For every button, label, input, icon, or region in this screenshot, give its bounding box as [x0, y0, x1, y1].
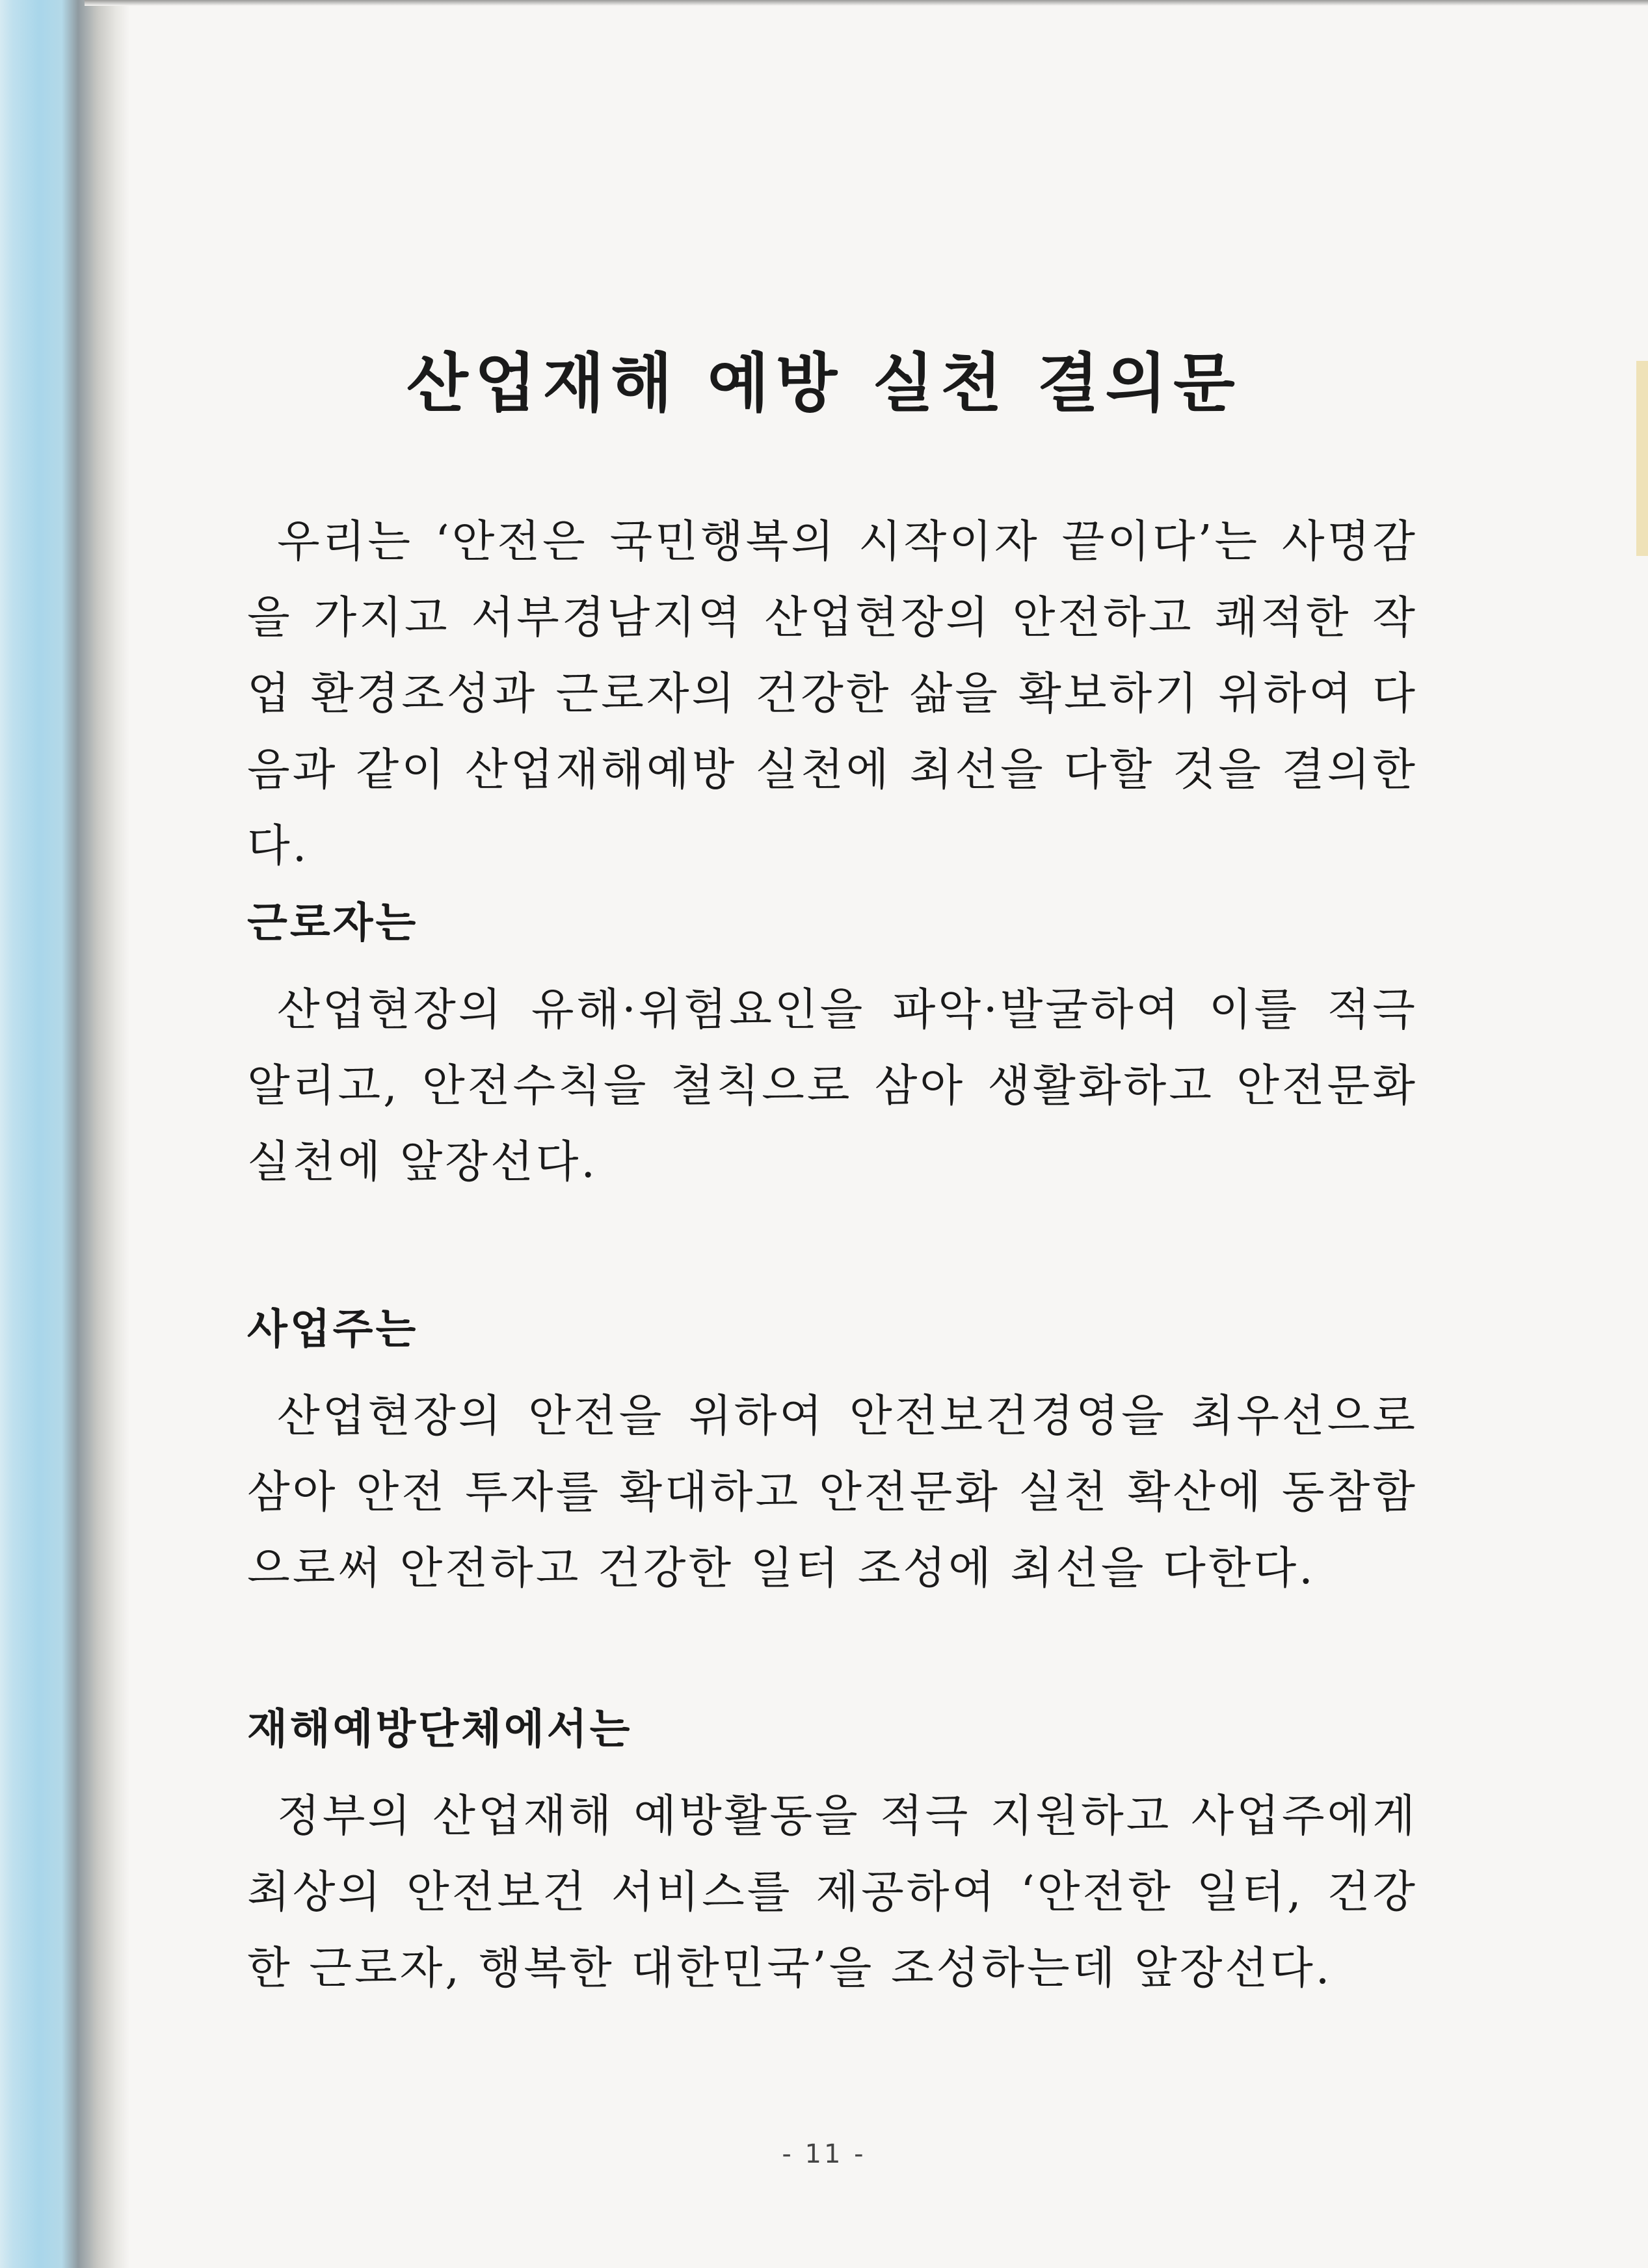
section-heading-employers: 사업주는: [247, 1305, 419, 1354]
section-body-prevention-orgs: 정부의 산업재해 예방활동을 적극 지원하고 사업주에게 최상의 안전보건 서비스를 제공하여 ‘안전한 일터, 건강한 근로자, 행복한 대한민국’을 조성하는데 앞장선다.: [247, 1791, 1418, 1994]
intro-paragraph: 우리는 ‘안전은 국민행복의 시작이자 끝이다’는 사명감을 가지고 서부경남지역 산업현장의 안전하고 쾌적한 작업 환경조성과 근로자의 건강한 삶을 확보하기 위하여 다음과 같이 산업재해예방 실천에 최선을 다할 것을 결의한다.: [247, 516, 1418, 872]
page-title: 산업재해 예방 실천 결의문: [406, 346, 1242, 421]
page-number: - 11 -: [782, 2139, 866, 2169]
section-heading-prevention-orgs: 재해예방단체에서는: [247, 1705, 633, 1754]
section-body-workers: 산업현장의 유해·위험요인을 파악·발굴하여 이를 적극 알리고, 안전수칙을 철칙으로 삼아 생활화하고 안전문화 실천에 앞장선다.: [247, 984, 1418, 1188]
section-heading-workers: 근로자는: [247, 899, 419, 947]
section-body-employers: 산업현장의 안전을 위하여 안전보건경영을 최우선으로 삼아 안전 투자를 확대하고 안전문화 실천 확산에 동참함으로써 안전하고 건강한 일터 조성에 최선을 다한다.: [247, 1391, 1418, 1594]
